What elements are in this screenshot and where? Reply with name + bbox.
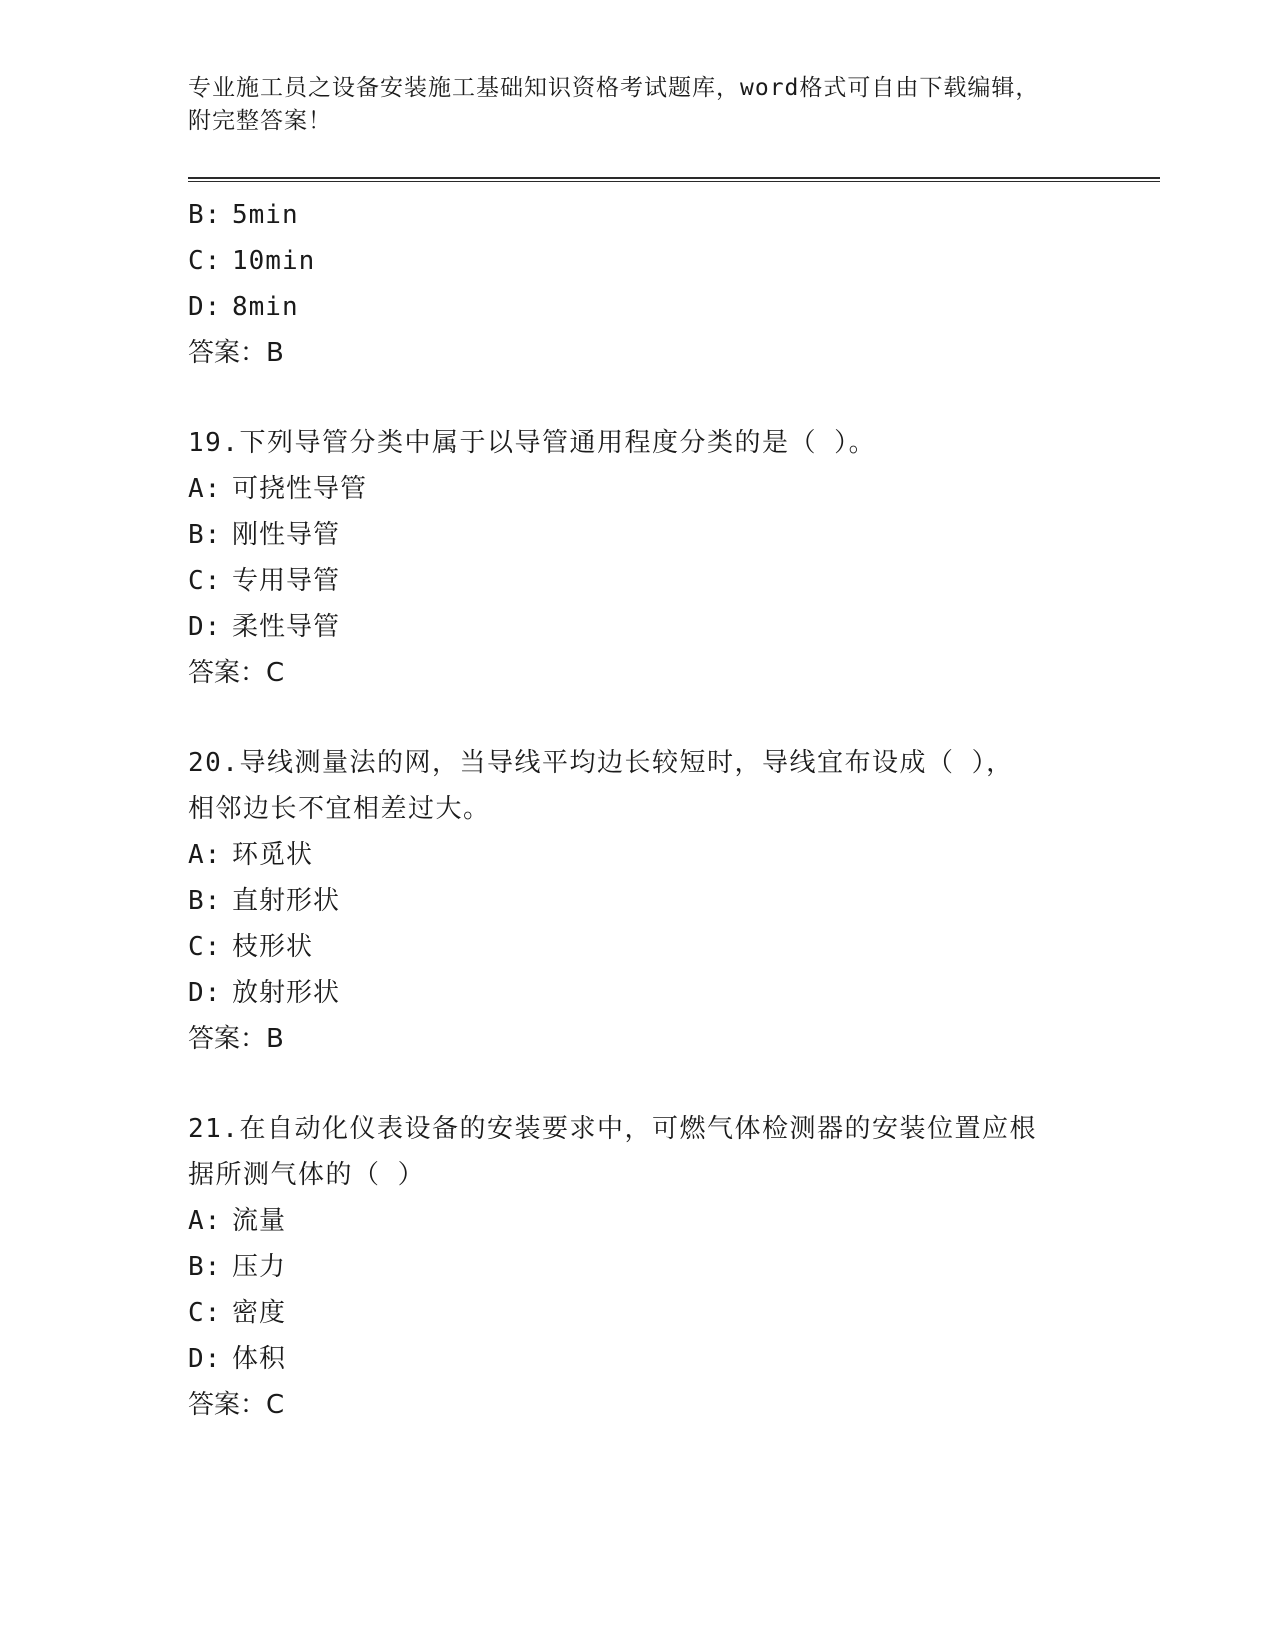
option-b [188, 192, 1088, 238]
question-stem-line-2: 相邻边长不宜相差过大。 [188, 794, 491, 824]
spacer [188, 696, 1088, 740]
option-text: 枝形状 [232, 932, 314, 962]
question-21 [188, 1106, 1088, 1428]
option-label: C: [188, 1298, 222, 1328]
option-label: C: [188, 932, 222, 962]
question-partial [188, 192, 1088, 376]
option-text: 环觅状 [232, 840, 314, 870]
question-20 [188, 740, 1088, 1062]
option-text: 8min [232, 292, 299, 322]
option-a [188, 466, 1088, 512]
answer-line: 答案：C [188, 658, 285, 688]
option-a [188, 832, 1088, 878]
option-text: 柔性导管 [232, 612, 341, 642]
question-stem: 19.下列导管分类中属于以导管通用程度分类的是（ ）。 [188, 428, 877, 458]
option-label: B: [188, 520, 222, 550]
question-list [188, 192, 1088, 1428]
option-label: D: [188, 978, 222, 1008]
header-line-2: 附完整答案！ [188, 108, 332, 134]
option-text: 密度 [232, 1298, 287, 1328]
option-text: 刚性导管 [232, 520, 341, 550]
option-label: D: [188, 1344, 222, 1374]
option-label: B: [188, 886, 222, 916]
option-c [188, 558, 1088, 604]
option-b [188, 512, 1088, 558]
option-label: A: [188, 1206, 222, 1236]
option-text: 专用导管 [232, 566, 341, 596]
option-c [188, 924, 1088, 970]
option-label: B: [188, 1252, 222, 1282]
option-a [188, 1198, 1088, 1244]
header-divider [188, 177, 1160, 182]
option-c [188, 1290, 1088, 1336]
option-text: 可挠性导管 [232, 474, 368, 504]
header-line-1: 专业施工员之设备安装施工基础知识资格考试题库，word格式可自由下载编辑， [188, 75, 1040, 101]
answer-line: 答案：B [188, 338, 284, 368]
option-d [188, 1336, 1088, 1382]
document-header [188, 72, 1068, 138]
question-stem-line-1: 21.在自动化仪表设备的安装要求中，可燃气体检测器的安装位置应根 [188, 1114, 1037, 1144]
option-d [188, 284, 1088, 330]
option-label: D: [188, 612, 222, 642]
option-label: B: [188, 200, 222, 230]
option-c [188, 238, 1088, 284]
question-stem-line-2: 据所测气体的（ ） [188, 1160, 426, 1190]
answer-line: 答案：B [188, 1024, 284, 1054]
answer-line: 答案：C [188, 1390, 285, 1420]
option-text: 5min [232, 200, 299, 230]
option-text: 体积 [232, 1344, 287, 1374]
option-b [188, 878, 1088, 924]
option-text: 流量 [232, 1206, 287, 1236]
spacer [188, 376, 1088, 420]
option-text: 压力 [232, 1252, 287, 1282]
option-text: 10min [232, 246, 316, 276]
option-label: A: [188, 474, 222, 504]
option-b [188, 1244, 1088, 1290]
option-text: 放射形状 [232, 978, 341, 1008]
question-stem-line-1: 20.导线测量法的网，当导线平均边长较短时，导线宜布设成（ ）， [188, 748, 1014, 778]
question-19 [188, 420, 1088, 696]
option-label: A: [188, 840, 222, 870]
option-label: D: [188, 292, 222, 322]
option-label: C: [188, 566, 222, 596]
option-label: C: [188, 246, 222, 276]
spacer [188, 1062, 1088, 1106]
option-d [188, 970, 1088, 1016]
option-text: 直射形状 [232, 886, 341, 916]
option-d [188, 604, 1088, 650]
